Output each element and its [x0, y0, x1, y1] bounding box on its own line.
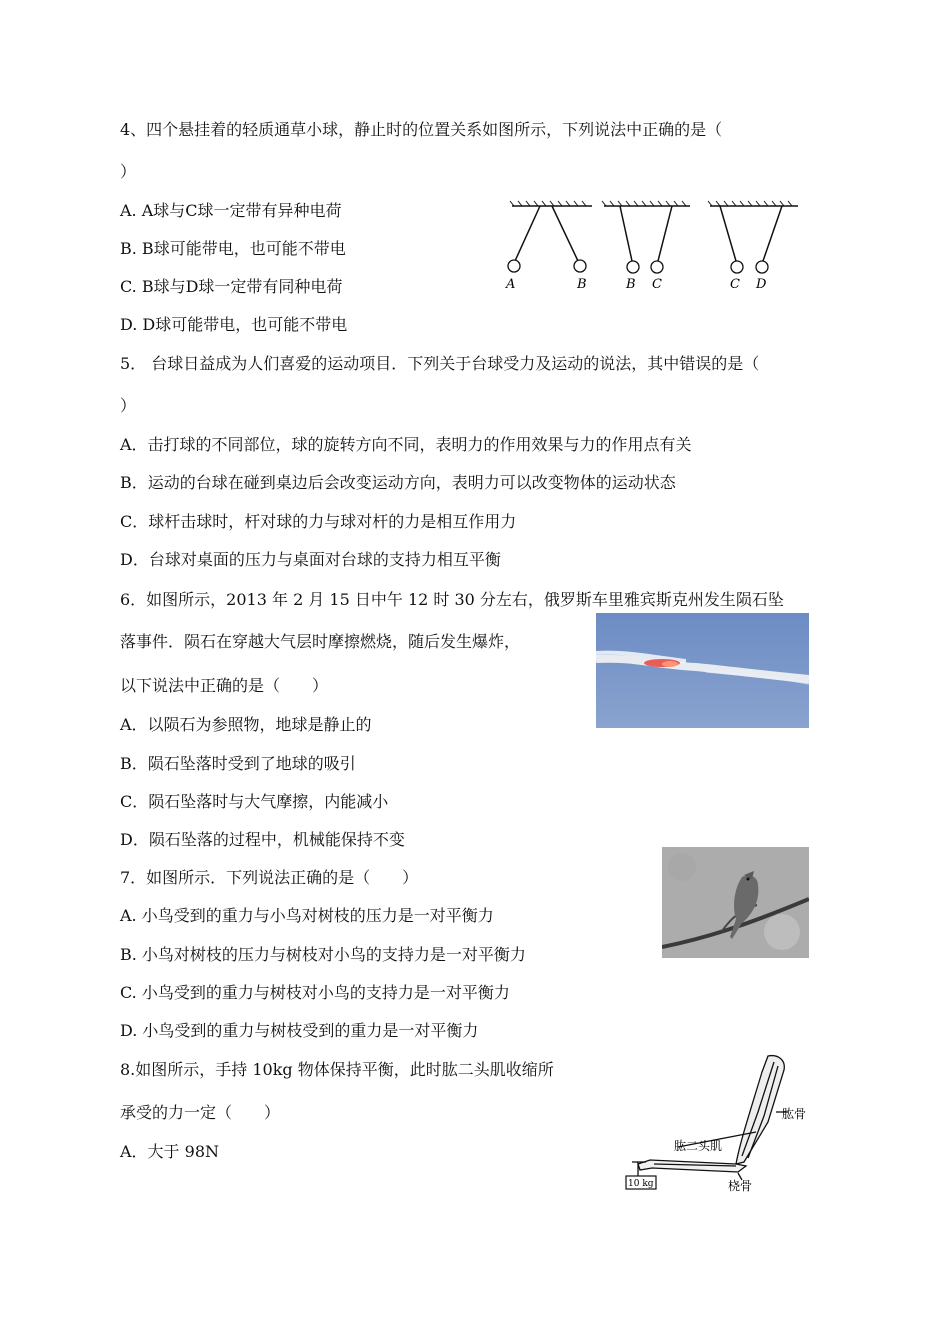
label-b2: B [626, 277, 636, 292]
q7-stem: 7．如图所示．下列说法正确的是（ ） [120, 868, 419, 887]
ball-a [508, 260, 520, 272]
q6-stem-line3: 以下说法中正确的是（ ） [120, 676, 329, 695]
q4-option-d: D. D球可能带电，也可能不带电 [120, 315, 348, 334]
ball-b [574, 260, 586, 272]
q7-option-d: D. 小鸟受到的重力与树枝受到的重力是一对平衡力 [120, 1021, 479, 1040]
q5-stem-cont: ） [120, 396, 137, 415]
meteor-photo [596, 613, 809, 728]
radius-label: 桡骨 [728, 1179, 753, 1193]
ceiling-2 [602, 201, 690, 261]
ball-c2 [731, 261, 743, 273]
q6-option-d: D．陨石坠落的过程中，机械能保持不变 [120, 830, 405, 849]
q6-stem-line2: 落事件．陨石在穿越大气层时摩擦燃烧，随后发生爆炸， [120, 632, 521, 651]
q8-option-a: A．大于 98N [120, 1142, 220, 1161]
bird-photo [662, 847, 809, 958]
q4-option-a: A. A球与C球一定带有异种电荷 [120, 201, 342, 220]
ball-b2 [627, 261, 639, 273]
ball-c [651, 261, 663, 273]
q7-option-c: C. 小鸟受到的重力与树枝对小鸟的支持力是一对平衡力 [120, 983, 510, 1002]
q8-stem-line2: 承受的力一定（ ） [120, 1103, 281, 1122]
q5-option-d: D．台球对桌面的压力与桌面对台球的支持力相互平衡 [120, 550, 501, 569]
q6-stem-line1: 6．如图所示，2013 年 2 月 15 日中午 12 时 30 分左右，俄罗斯车里雅宾斯克州发生陨石坠 [120, 590, 784, 609]
q4-stem: 4、四个悬挂着的轻质通草小球，静止时的位置关系如图所示，下列说法中正确的是（ [120, 120, 723, 139]
q5-option-c: C．球杆击球时，杆对球的力与球对杆的力是相互作用力 [120, 512, 517, 531]
weight-label: 10 kg [628, 1179, 654, 1189]
arm-drawing [632, 1056, 788, 1180]
q5-stem: 5． 台球日益成为人们喜爱的运动项目．下列关于台球受力及运动的说法，其中错误的是（ [120, 354, 760, 373]
q6-option-c: C．陨石坠落时与大气摩擦，内能减小 [120, 792, 389, 811]
label-b: B [577, 277, 587, 292]
ceiling-3 [708, 201, 798, 261]
label-d: D [756, 277, 767, 292]
q5-option-b: B．运动的台球在碰到桌边后会改变运动方向，表明力可以改变物体的运动状态 [120, 473, 676, 492]
q7-option-a: A. 小鸟受到的重力与小鸟对树枝的压力是一对平衡力 [120, 906, 494, 925]
q6-option-b: B．陨石坠落时受到了地球的吸引 [120, 754, 356, 773]
q4-stem-cont: ） [120, 162, 137, 181]
q4-option-c: C. B球与D球一定带有同种电荷 [120, 277, 343, 296]
q6-option-a: A．以陨石为参照物，地球是静止的 [120, 715, 372, 734]
ceiling-1 [510, 201, 592, 261]
label-c: C [652, 277, 662, 292]
arm-muscle-figure [618, 1052, 818, 1195]
label-c2: C [730, 277, 740, 292]
pith-balls-figure [500, 196, 810, 296]
q4-option-b: B. B球可能带电，也可能不带电 [120, 239, 346, 258]
label-a: A [506, 277, 516, 292]
q8-stem-line1: 8.如图所示，手持 10kg 物体保持平衡，此时肱二头肌收缩所 [120, 1060, 554, 1079]
ball-d [756, 261, 768, 273]
humerus-label: 肱骨 [782, 1107, 807, 1121]
q5-option-a: A．击打球的不同部位，球的旋转方向不同，表明力的作用效果与力的作用点有关 [120, 435, 692, 454]
biceps-label: 肱二头肌 [674, 1139, 723, 1153]
q7-option-b: B. 小鸟对树枝的压力与树枝对小鸟的支持力是一对平衡力 [120, 945, 526, 964]
